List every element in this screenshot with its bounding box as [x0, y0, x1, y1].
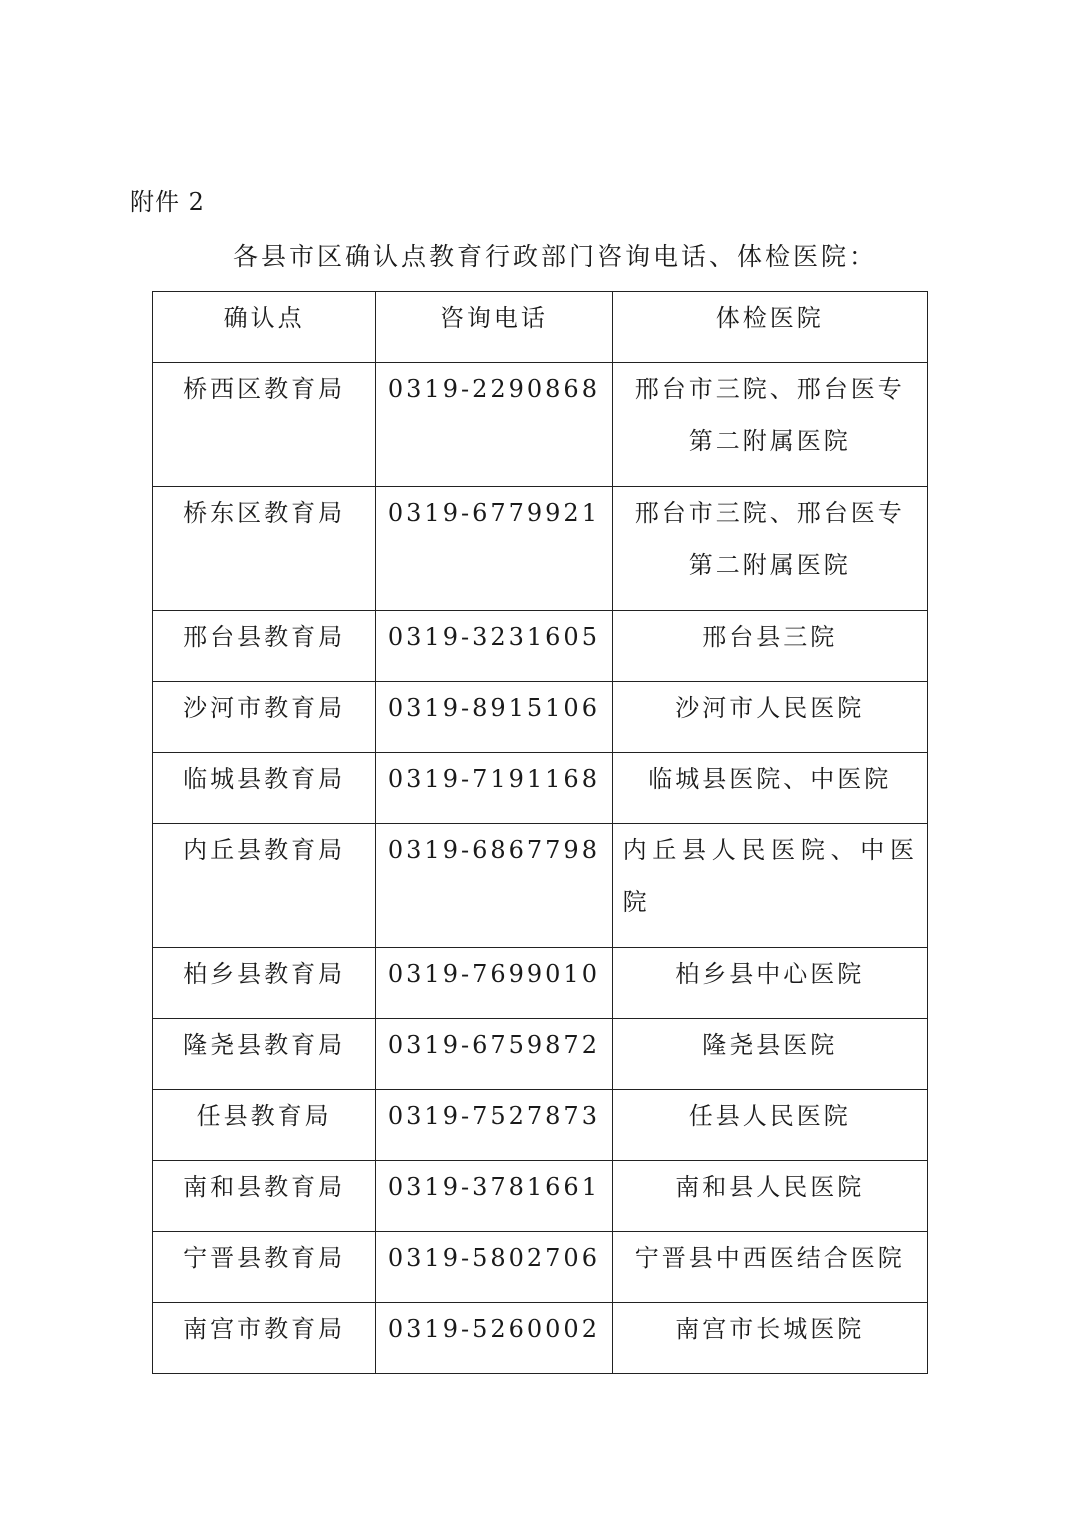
- confirmation-point: 南宫市教育局: [153, 1303, 376, 1374]
- hospital-text: 临城县医院、中医院: [648, 765, 892, 793]
- exam-hospital: [612, 611, 927, 682]
- consult-phone: 0319-7699010: [376, 948, 612, 1019]
- document-title: 各县市区确认点教育行政部门咨询电话、体检医院：: [232, 242, 877, 271]
- table-row: [153, 487, 928, 611]
- hospital-text: 宁晋县中西医结合医院: [634, 1244, 905, 1272]
- exam-hospital: [612, 487, 927, 611]
- exam-hospital: [612, 682, 927, 753]
- table-header-row: [153, 292, 928, 363]
- hospital-text: 南宫市长城医院: [675, 1315, 865, 1343]
- consult-phone: 0319-3231605: [376, 611, 612, 682]
- consult-phone: 0319-7527873: [376, 1090, 612, 1161]
- consult-phone: 0319-2290868: [376, 363, 612, 487]
- table-row: [153, 682, 928, 753]
- header-consult-phone: 咨询电话: [376, 292, 612, 363]
- confirmation-point: 临城县教育局: [153, 753, 376, 824]
- exam-hospital: [612, 824, 927, 948]
- confirmation-point: 沙河市教育局: [153, 682, 376, 753]
- hospital-text: 柏乡县中心医院: [675, 960, 865, 988]
- hospital-text: 南和县人民医院: [675, 1173, 865, 1201]
- exam-hospital: [612, 1161, 927, 1232]
- table-row: [153, 753, 928, 824]
- consult-phone: 0319-5260002: [376, 1303, 612, 1374]
- hospital-text: 任县人民医院: [688, 1102, 851, 1130]
- confirmation-point: 隆尧县教育局: [153, 1019, 376, 1090]
- hospital-text: 邢台县三院: [702, 623, 838, 651]
- table-row: [153, 1303, 928, 1374]
- confirmation-point: 桥东区教育局: [153, 487, 376, 611]
- consult-phone: 0319-6867798: [376, 824, 612, 948]
- confirmation-point: 宁晋县教育局: [153, 1232, 376, 1303]
- table-row: [153, 1090, 928, 1161]
- exam-hospital: [612, 948, 927, 1019]
- hospital-text: 内丘县人民医院、中医院: [622, 836, 917, 916]
- exam-hospital: [612, 1232, 927, 1303]
- table-row: [153, 363, 928, 487]
- confirmation-point: 桥西区教育局: [153, 363, 376, 487]
- confirmation-point: 南和县教育局: [153, 1161, 376, 1232]
- confirmation-point: 邢台县教育局: [153, 611, 376, 682]
- consult-phone: 0319-6779921: [376, 487, 612, 611]
- header-exam-hospital: 体检医院: [612, 292, 927, 363]
- hospital-text: 邢台市三院、邢台医专第二附属医院: [634, 499, 905, 579]
- hospital-text: 隆尧县医院: [702, 1031, 838, 1059]
- table-row: [153, 1161, 928, 1232]
- exam-hospital: [612, 1019, 927, 1090]
- confirmation-point: 任县教育局: [153, 1090, 376, 1161]
- exam-hospital: [612, 753, 927, 824]
- table-row: [153, 611, 928, 682]
- table-row: [153, 1019, 928, 1090]
- confirmation-point: 柏乡县教育局: [153, 948, 376, 1019]
- exam-hospital: [612, 1090, 927, 1161]
- consult-phone: 0319-3781661: [376, 1161, 612, 1232]
- exam-hospital: [612, 363, 927, 487]
- exam-hospital: [612, 1303, 927, 1374]
- table-row: [153, 824, 928, 948]
- table-row: [153, 948, 928, 1019]
- confirmation-point: 内丘县教育局: [153, 824, 376, 948]
- contact-table: [152, 291, 928, 1374]
- consult-phone: 0319-6759872: [376, 1019, 612, 1090]
- hospital-text: 沙河市人民医院: [675, 694, 865, 722]
- table-row: [153, 1232, 928, 1303]
- consult-phone: 0319-5802706: [376, 1232, 612, 1303]
- attachment-label: 附件 2: [130, 188, 205, 216]
- consult-phone: 0319-8915106: [376, 682, 612, 753]
- hospital-text: 邢台市三院、邢台医专第二附属医院: [634, 375, 905, 455]
- header-confirmation-point: 确认点: [153, 292, 376, 363]
- consult-phone: 0319-7191168: [376, 753, 612, 824]
